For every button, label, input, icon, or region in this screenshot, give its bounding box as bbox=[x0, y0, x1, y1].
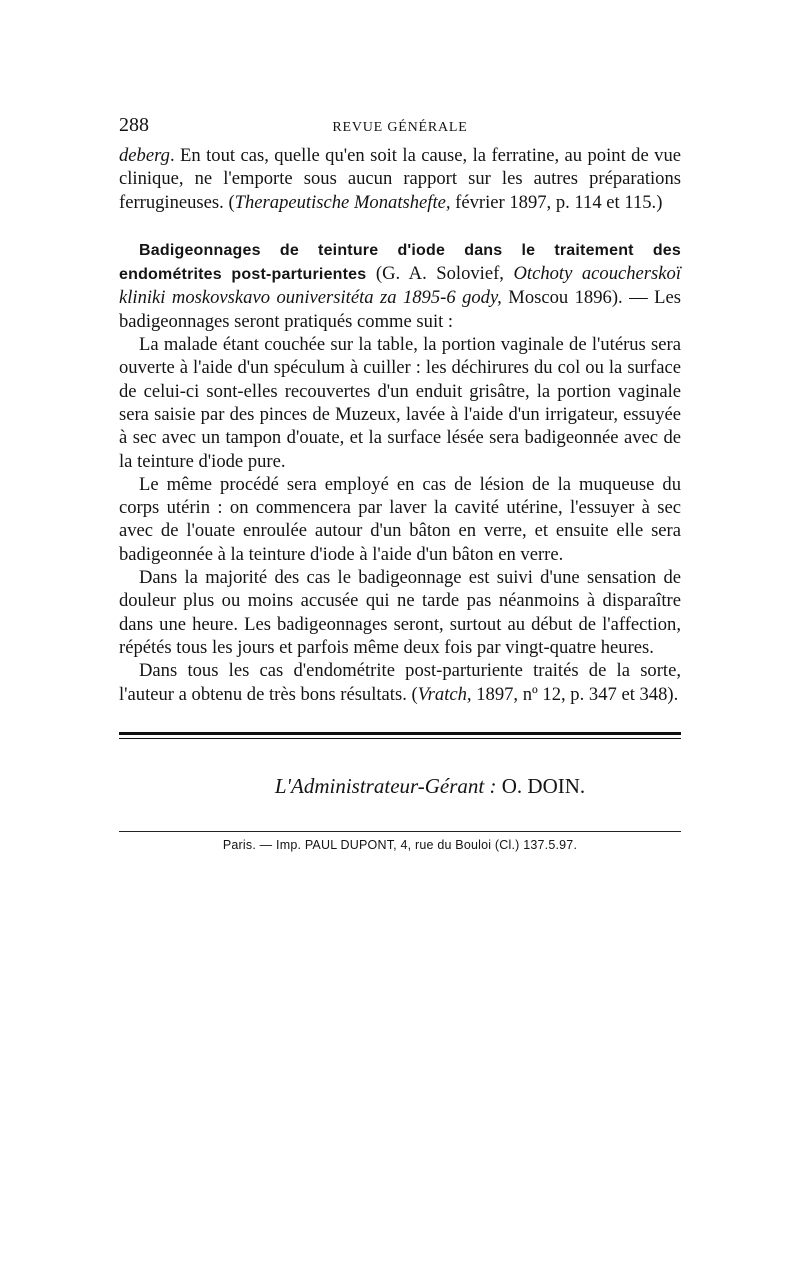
article-author: (G. A. Solovief, bbox=[366, 263, 514, 285]
signature-name: O. DOIN. bbox=[496, 773, 586, 798]
previous-article-source-tail: février 1897, p. 114 et 115.) bbox=[450, 191, 663, 213]
article-paragraph: Le même procédé sera employé en cas de lésion de la muqueuse du corps utérin : on commencera par laver la cavité utérine, l'essuyer à sec avec de l'ouate enroulée autour d'un bâton en verre, et ensuite elle sera badigeonnée à la teinture d'iode à l'aide d'un bâton en verre. bbox=[119, 473, 681, 565]
previous-article-source: Therapeutische Monatshefte, bbox=[234, 191, 451, 213]
thin-rule bbox=[119, 738, 681, 739]
article-paragraph: La malade étant couchée sur la table, la portion vaginale de l'utérus sera ouverte à l'aide d'un spéculum à cuiller : les déchirures du col ou la surface de celui-ci sont-elles recouvertes d'un enduit grisâtre, la portion vaginale sera saisie par des pinces de Muzeux, lavée à l'aide d'un irrigateur, essuyée à sec avec un tampon d'ouate, et la surface lésée sera badigeonnée avec de la teinture d'iode pure. bbox=[119, 334, 681, 472]
printer-imprint: Paris. — Imp. PAUL DUPONT, 4, rue du Bouloi (Cl.) 137.5.97. bbox=[222, 837, 578, 852]
article-paragraph: Dans la majorité des cas le badigeonnage est suivi d'une sensation de douleur plus ou moins accusée qui ne tarde pas néanmoins à disparaître dans une heure. Les badigeonnages seront, surtout au début de l'affection, répétés tous les jours et parfois même deux fois par vingt-quatre heures. bbox=[119, 567, 681, 658]
previous-article-ending bbox=[119, 144, 681, 214]
article-source: Otchoty acoucherskoï kliniki moskovskavo ouniversitéta za 1895-6 gody, bbox=[119, 263, 681, 309]
article-heading-paragraph bbox=[119, 238, 681, 333]
signature bbox=[119, 774, 681, 799]
signature-label: L'Administrateur-Gérant : bbox=[274, 773, 497, 798]
article-title: Badigeonnages de teinture d'iode dans le traitement des endométrites post-parturientes bbox=[119, 241, 681, 284]
previous-article-text: . En tout cas, quelle qu'en soit la cause, la ferratine, au point de vue clinique, ne l'emporte sous aucun rapport sur les autres préparations ferrugineuses. ( bbox=[119, 145, 681, 213]
previous-article-italic-start: deberg bbox=[119, 145, 170, 166]
article-last-paragraph bbox=[119, 659, 681, 706]
end-rules bbox=[119, 732, 681, 742]
running-head bbox=[119, 110, 681, 140]
imprint-rule bbox=[119, 831, 681, 832]
article-source-tail: Moscou 1896). — Les badigeonnages seront pratiqués comme suit : bbox=[119, 287, 681, 332]
page-number: 288 bbox=[119, 114, 149, 136]
running-title: REVUE GÉNÉRALE bbox=[332, 120, 468, 135]
article-last-source-tail: 1897, nº 12, p. 347 et 348). bbox=[471, 683, 679, 705]
article-last-source: Vratch, bbox=[417, 683, 472, 705]
thick-rule bbox=[119, 732, 681, 735]
article-last-text: Dans tous les cas d'endométrite post-parturiente traités de la sorte, l'auteur a obtenu de très bons résultats. ( bbox=[119, 660, 681, 705]
document-page bbox=[119, 110, 681, 852]
